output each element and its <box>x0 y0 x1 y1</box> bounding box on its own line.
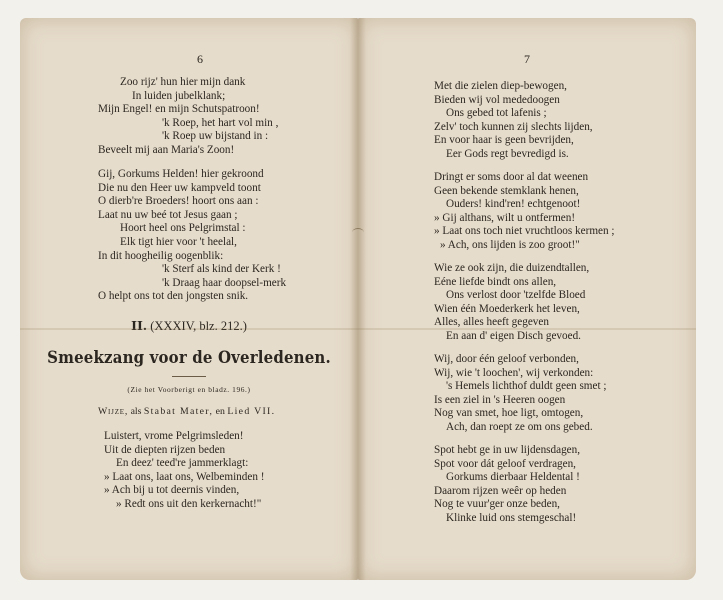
stanza <box>104 430 264 512</box>
verse-line: In luiden jubelklank; <box>132 89 226 102</box>
verse-line: Nog te vuur'ger onze beden, <box>434 498 560 511</box>
verse-line: Spot voor dát geloof verdragen, <box>434 457 576 470</box>
verse-line: En aan d' eigen Disch gevoed. <box>446 329 581 342</box>
verse-line: Eéne liefde bindt ons allen, <box>434 275 557 288</box>
right-page <box>358 18 696 580</box>
stanza <box>434 444 580 526</box>
verse-line: 's Hemels lichthof duldt geen smet ; <box>446 380 607 393</box>
stanza <box>434 262 589 344</box>
melody-text: en <box>215 406 225 417</box>
verse-line: Mijn Engel! en mijn Schutspatroon! <box>98 103 260 116</box>
verse-line: In dit hoogheilig oogenblik: <box>98 249 224 262</box>
verse-line: » Ach, ons lijden is zoo groot!" <box>440 238 580 251</box>
verse-line: Bieden wij vol mededoogen <box>434 93 560 106</box>
verse-line: » Ach bij u tot deernis vinden, <box>104 484 240 497</box>
section-heading <box>20 318 358 334</box>
verse-line: En deez' teed're jammerklagt: <box>116 457 249 470</box>
verse-line: Elk tigt hier voor 't heelal, <box>120 235 237 248</box>
verse-line: Daarom rijzen weêr op heden <box>434 484 567 497</box>
melody-label: Wijze, <box>98 406 129 417</box>
verse-line: 'k Draag haar doopsel-merk <box>162 276 287 289</box>
verse-line: 'k Sterf als kind der Kerk ! <box>162 263 281 276</box>
verse-line: Wij, door één geloof verbonden, <box>434 353 579 365</box>
verse-line: Die nu den Heer uw kampveld toont <box>98 181 261 194</box>
verse-line: O helpt ons tot den jongsten snik. <box>98 290 249 303</box>
verse-line: Nog van smet, hoe ligt, omtogen, <box>434 407 584 420</box>
verse-line: Hoort heel ons Pelgrimstal : <box>120 222 246 235</box>
section-ref: (XXXIV, blz. 212.) <box>150 319 247 333</box>
verse-line: Klinke luid ons stemgeschal! <box>446 511 577 524</box>
melody-line <box>98 406 275 417</box>
verse-line: » Redt ons uit den kerkernacht!" <box>116 497 262 510</box>
verse-line: Eer Gods regt bevredigd is. <box>446 147 569 160</box>
stanza <box>434 80 593 162</box>
source-reference: (Zie het Voorberigt en bladz. 196.) <box>127 385 251 394</box>
verse-line: » Laat ons toch niet vruchtloos kermen ; <box>434 225 615 238</box>
verse-line: Laat nu uw beé tot Jesus gaan ; <box>98 208 238 221</box>
page-number: 6 <box>197 52 203 66</box>
melody-name: Lied VII. <box>227 406 276 417</box>
verse-line: Wie ze ook zijn, die duizendtallen, <box>434 262 590 274</box>
verse-line: O dierb're Broeders! hoort ons aan : <box>98 195 259 208</box>
verse-line: 'k Roep uw bijstand in : <box>162 130 269 143</box>
hymn-title: Smeekzang voor de Overledenen. <box>47 348 331 368</box>
melody-text: als <box>130 406 142 417</box>
verse-line: Gij, Gorkums Helden! hier gekroond <box>98 168 264 180</box>
stanza <box>98 168 286 304</box>
verse-line: 'k Roep, het hart vol min , <box>162 116 279 129</box>
divider <box>172 376 206 377</box>
verse-line: Geen bekende stemklank henen, <box>434 184 579 197</box>
melody-name: Stabat Mater, <box>143 406 214 417</box>
stanza <box>98 76 278 158</box>
verse-line: Ach, dan roept ze om ons gebed. <box>446 420 593 433</box>
binding-gutter <box>350 18 366 580</box>
verse-line: Dringt er soms door al dat weenen <box>434 171 589 183</box>
verse-line: Spot hebt ge in uw lijdensdagen, <box>434 444 581 456</box>
booklet-spread <box>20 18 696 580</box>
page-number: 7 <box>524 52 530 66</box>
verse-line: En voor haar is geen bevrijden, <box>434 134 574 147</box>
verse-line: » Laat ons, laat ons, Welbeminden ! <box>104 470 265 483</box>
verse-line: Wij, wie 't loochen', wij verkonden: <box>434 366 594 379</box>
verse-line: » Gij althans, wilt u ontfermen! <box>434 211 576 224</box>
left-page <box>20 18 358 580</box>
verse-line: Zoo rijz' hun hier mijn dank <box>120 76 246 88</box>
stanza <box>434 353 606 435</box>
verse-line: Ons verlost door 'tzelfde Bloed <box>446 289 586 302</box>
verse-line: Luistert, vrome Pelgrimsleden! <box>104 430 244 442</box>
section-numeral: II. <box>131 318 148 333</box>
verse-line: Alles, alles heeft gegeven <box>434 316 549 329</box>
verse-line: Is een ziel in 's Heeren oogen <box>434 393 566 406</box>
verse-line: Gorkums dierbaar Heldental ! <box>446 471 580 484</box>
fold-crease <box>20 328 696 330</box>
verse-line: Uit de diepten rijzen beden <box>104 443 226 456</box>
binding-stitch <box>352 228 364 237</box>
verse-line: Zelv' toch kunnen zij slechts lijden, <box>434 120 593 133</box>
verse-line: Beveelt mij aan Maria's Zoon! <box>98 143 235 156</box>
verse-line: Ons gebed tot lafenis ; <box>446 107 547 120</box>
verse-line: Ouders! kind'ren! echtgenoot! <box>446 198 581 211</box>
stanza <box>434 171 615 253</box>
verse-line: Met die zielen diep-bewogen, <box>434 80 567 92</box>
verse-line: Wien één Moederkerk het leven, <box>434 302 580 315</box>
